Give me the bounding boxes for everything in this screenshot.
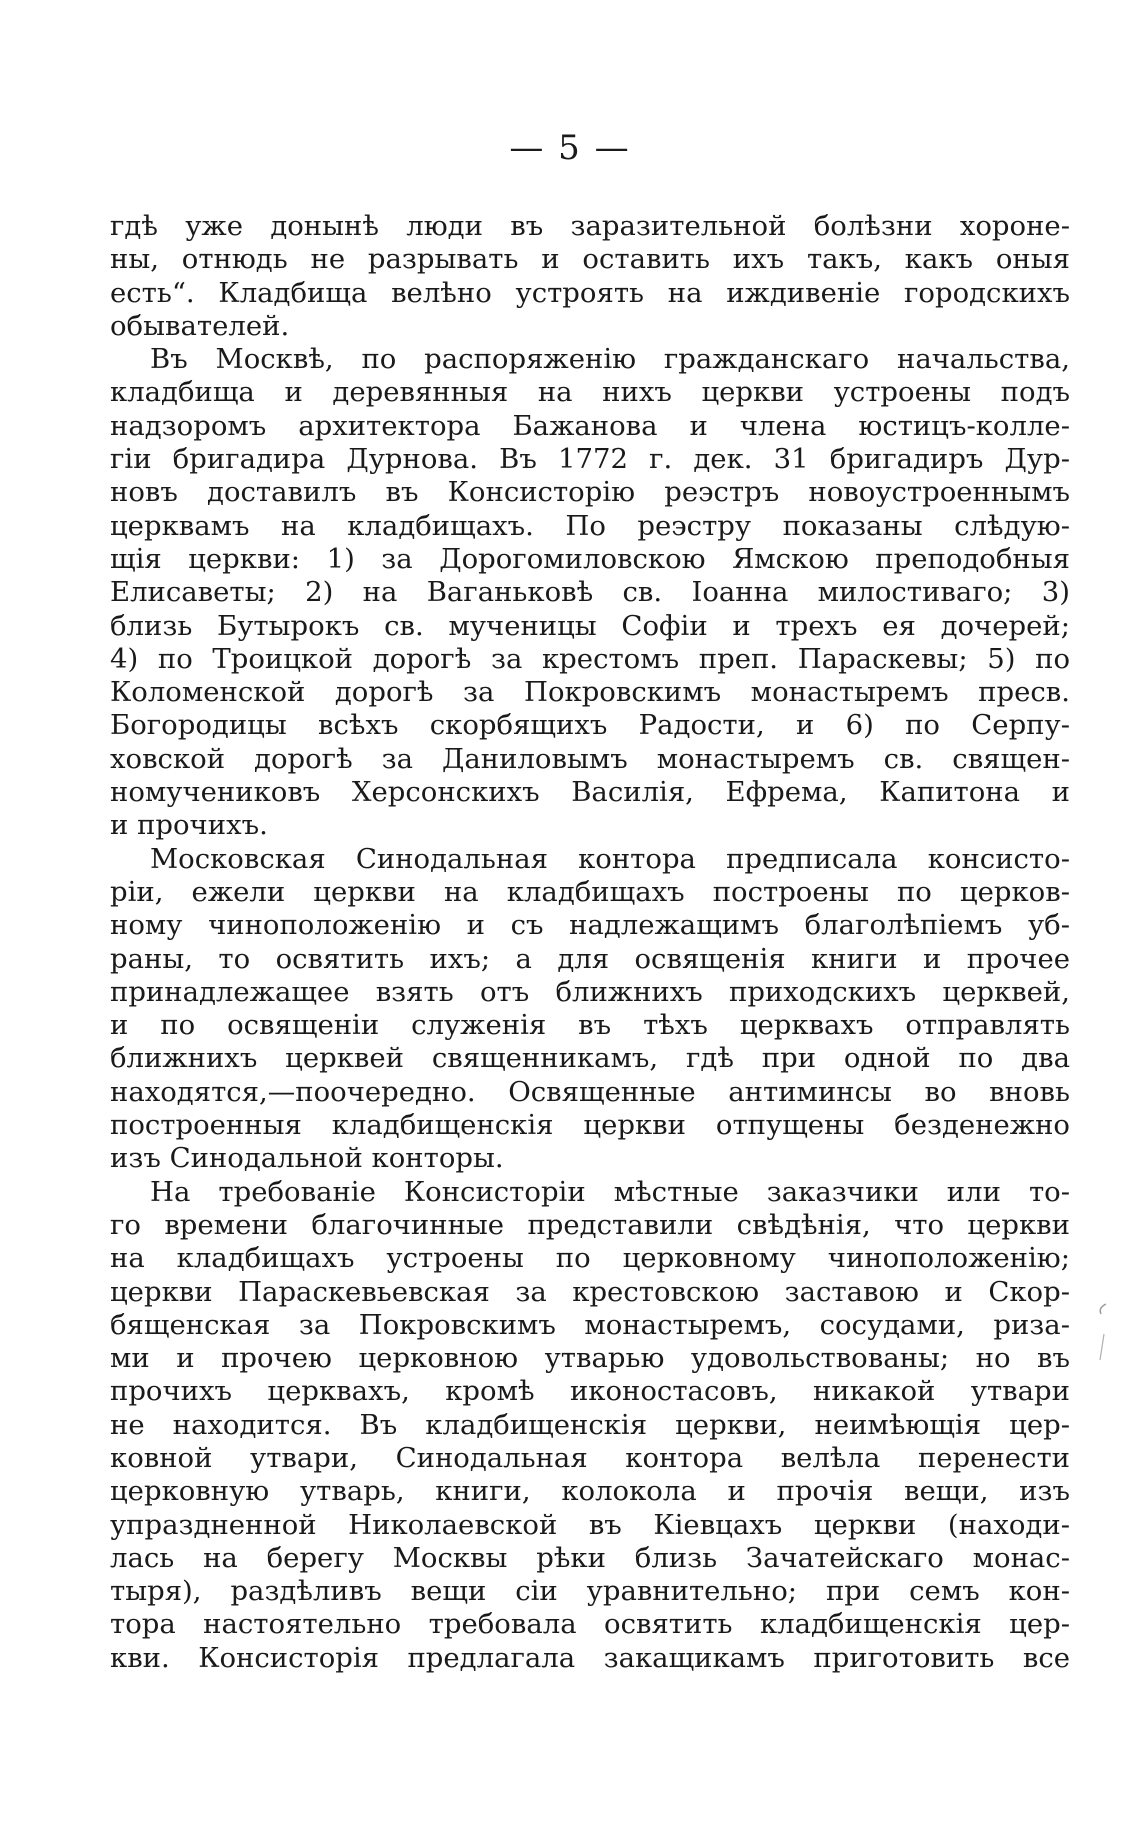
- text-line: номучениковъ Херсонскихъ Василія, Ефрема, Капитона и: [110, 776, 1070, 809]
- text-line: ховской дорогѣ за Даниловымъ монастыремъ св. священ-: [110, 742, 1070, 775]
- text-line: Коломенской дорогѣ за Покровскимъ монастыремъ пресв.: [110, 676, 1070, 709]
- text-line: кви. Консисторія предлагала закащикамъ приготовить все: [110, 1641, 1070, 1674]
- text-line: находятся,—поочередно. Освященные антиминсы во вновь: [110, 1075, 1070, 1108]
- text-line: гдѣ уже донынѣ люди въ заразительной болѣзни хороне-: [110, 210, 1070, 242]
- text-line: изъ Синодальной конторы.: [110, 1142, 504, 1175]
- text-line: Елисаветы; 2) на Ваганьковѣ св. Іоанна милостиваго; 3): [110, 576, 1070, 609]
- text-line: Въ Москвѣ, по распоряженію гражданскаго начальства,: [150, 343, 1070, 376]
- text-line: построенныя кладбищенскія церкви отпущены безденежно: [110, 1109, 1070, 1142]
- text-line: надзоромъ архитектора Бажанова и члена юстицъ-колле-: [110, 409, 1070, 442]
- text-line: и по освященіи служенія въ тѣхъ церквахъ отправлять: [110, 1009, 1070, 1042]
- page-number: — 5 —: [509, 128, 631, 168]
- text-line: лась на берегу Москвы рѣки близь Зачатейскаго монас-: [110, 1541, 1070, 1574]
- text-line: церковную утварь, книги, колокола и прочія вещи, изъ: [110, 1475, 1070, 1508]
- text-line: гіи бригадира Дурнова. Въ 1772 г. дек. 31 бригадиръ Дур-: [110, 443, 1070, 476]
- body-text: [110, 210, 1070, 1675]
- text-line: го времени благочинные представили свѣдѣнія, что церкви: [110, 1208, 1070, 1241]
- text-line: ны, отнюдь не разрывать и оставить ихъ такъ, какъ оныя: [110, 243, 1070, 276]
- paragraph: [110, 1176, 1070, 1675]
- text-line: На требованіе Консисторіи мѣстные заказчики или то-: [150, 1175, 1070, 1208]
- paragraph: [110, 210, 1070, 343]
- text-line: на кладбищахъ устроены по церковному чиноположенію;: [110, 1242, 1070, 1275]
- text-line: ближнихъ церквей священникамъ, гдѣ при одной по два: [110, 1042, 1070, 1075]
- text-line: 4) по Троицкой дорогѣ за крестомъ преп. Параскевы; 5) по: [110, 642, 1070, 675]
- text-line: церквамъ на кладбищахъ. По реэстру показаны слѣдую-: [110, 509, 1070, 542]
- text-line: щія церкви: 1) за Дорогомиловскою Ямскою преподобныя: [110, 542, 1070, 575]
- text-line: ковной утвари, Синодальная контора велѣла перенести: [110, 1441, 1070, 1474]
- text-line: есть“. Кладбища велѣно устроять на иждивеніе городскихъ: [110, 276, 1070, 309]
- text-line: Богородицы всѣхъ скорбящихъ Радости, и 6) по Серпу-: [110, 709, 1070, 742]
- text-line: ріи, ежели церкви на кладбищахъ построены по церков-: [110, 875, 1070, 908]
- text-line: не находится. Въ кладбищенскія церкви, неимѣющія цер-: [110, 1408, 1070, 1441]
- text-line: прочихъ церквахъ, кромѣ иконостасовъ, никакой утвари: [110, 1375, 1070, 1408]
- text-line: Московская Синодальная контора предписала консисто-: [150, 842, 1070, 875]
- text-line: ми и прочею церковною утварью удовольствованы; но въ: [110, 1342, 1070, 1375]
- paragraph: [110, 843, 1070, 1176]
- text-line: церкви Параскевьевская за крестовскою заставою и Скор-: [110, 1275, 1070, 1308]
- text-line: обывателей.: [110, 309, 290, 342]
- text-line: и прочихъ.: [110, 809, 268, 842]
- text-line: тора настоятельно требовала освятить кладбищенскія цер-: [110, 1608, 1070, 1641]
- text-line: тыря), раздѣливъ вещи сіи уравнительно; при семъ кон-: [110, 1575, 1070, 1608]
- text-line: новъ доставилъ въ Консисторію реэстръ новоустроеннымъ: [110, 476, 1070, 509]
- text-line: принадлежащее взять отъ ближнихъ приходскихъ церквей,: [110, 975, 1070, 1008]
- text-line: раны, то освятить ихъ; а для освященія книги и прочее: [110, 942, 1070, 975]
- text-line: бященская за Покровскимъ монастыремъ, сосудами, риза-: [110, 1308, 1070, 1341]
- pencil-margin-mark: [1092, 1300, 1112, 1370]
- text-line: кладбища и деревянныя на нихъ церкви устроены подъ: [110, 376, 1070, 409]
- text-line: упраздненной Николаевской въ Кіевцахъ церкви (находи-: [110, 1508, 1070, 1541]
- paragraph: [110, 343, 1070, 842]
- text-line: близь Бутырокъ св. мученицы Софіи и трехъ ея дочерей;: [110, 609, 1070, 642]
- text-line: ному чиноположенію и съ надлежащимъ благолѣпіемъ уб-: [110, 909, 1070, 942]
